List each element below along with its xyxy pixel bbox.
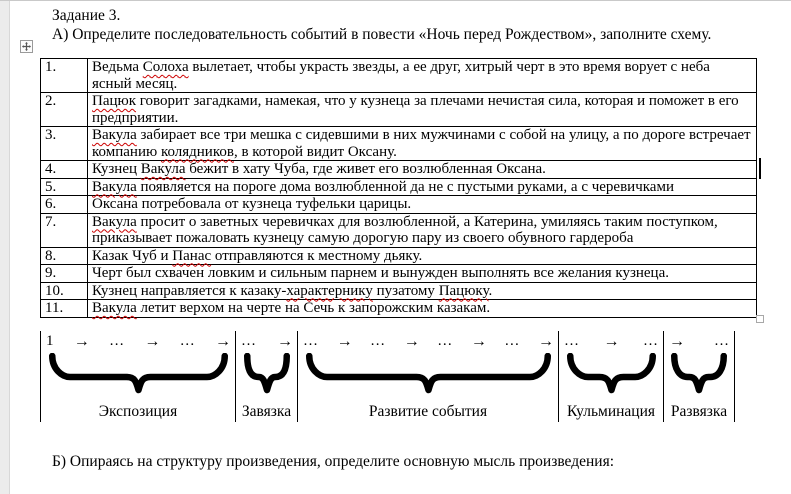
underbrace-icon xyxy=(41,353,235,395)
diagram-section-2 xyxy=(235,331,297,422)
arrow-icon: → xyxy=(669,332,684,350)
underbrace-icon xyxy=(664,353,734,395)
misspelled-word: Панас xyxy=(172,247,212,264)
underbrace-icon xyxy=(298,353,558,395)
text-segment: Кузнец xyxy=(92,161,141,177)
text-segment: . xyxy=(488,282,493,299)
sequence-row xyxy=(664,331,734,352)
row-number: 6. xyxy=(41,196,88,214)
task-instruction-b: Б) Опираясь на структуру произведения, определите основную мысль произведения: xyxy=(52,453,615,470)
text-segment: пузатому xyxy=(372,282,439,299)
sequence-row xyxy=(298,331,558,352)
row-text xyxy=(88,127,757,161)
arrow-icon: → xyxy=(73,332,89,350)
text-cursor xyxy=(759,158,761,179)
text-segment: просит о заветных черевичках для возлюбленной, а Катерина, умиляясь таким поступком, приказывает пожаловать кузнецу самую дорогую пару из своего обувного гардероба xyxy=(92,213,718,246)
page-margin-strip xyxy=(0,1,10,494)
misspelled-word: Вакула xyxy=(92,213,137,230)
arrow-icon: → xyxy=(603,332,619,350)
text-segment: отправляются к местному дьяку. xyxy=(211,247,423,264)
misspelled-word: Солоха xyxy=(142,59,189,75)
row-number: 3. xyxy=(41,127,88,161)
diagram-section-3 xyxy=(297,331,558,422)
text-segment: забирает все три мешка с сидевшими в них мужчинами с собой на улицу, а по дороге встречает компанию xyxy=(92,127,751,160)
arrow-icon: → xyxy=(336,332,352,350)
section-label: Кульминация xyxy=(566,403,656,420)
sequence-slot: … xyxy=(241,333,256,349)
row-text xyxy=(88,282,757,300)
text-segment: бежит в хату Чуба, где живет его возлюбленная Оксана. xyxy=(185,161,546,177)
row-number: 11. xyxy=(41,300,88,318)
table-row xyxy=(41,178,757,196)
events-table-body xyxy=(41,59,757,318)
arrow-icon: → xyxy=(403,332,419,350)
text-segment: Черт был схвачен ловким и сильным парнем и вынужден выполнять все желания кузнеца. xyxy=(92,265,669,281)
arrow-icon: → xyxy=(537,332,553,350)
sequence-slot: … xyxy=(179,333,195,349)
table-row xyxy=(41,59,757,93)
arrow-icon: → xyxy=(144,332,160,350)
underbrace-icon xyxy=(236,353,297,395)
text-segment: летит верхом на черте на Сечь к запорожским казакам. xyxy=(136,300,491,316)
events-table xyxy=(40,58,757,318)
sequence-slot: 1 xyxy=(46,333,54,349)
misspelled-word: колядников xyxy=(160,143,234,160)
sequence-slot: … xyxy=(370,333,386,349)
section-label: Развитие события xyxy=(368,403,488,420)
row-text xyxy=(88,300,757,318)
misspelled-word: Вакула xyxy=(92,127,137,143)
plot-structure-diagram xyxy=(40,331,735,422)
arrow-icon: → xyxy=(214,332,230,350)
arrow-icon: → xyxy=(277,332,292,350)
row-number: 5. xyxy=(41,178,88,196)
underbrace-icon xyxy=(559,353,663,395)
row-number: 1. xyxy=(41,59,88,93)
row-text xyxy=(88,247,757,265)
misspelled-word: характернику xyxy=(286,282,373,299)
section-label: Развязка xyxy=(670,403,728,420)
table-resize-handle[interactable] xyxy=(756,315,764,323)
text-segment: Казак Чуб и xyxy=(92,247,173,264)
row-text xyxy=(88,213,757,247)
table-row xyxy=(41,127,757,161)
table-row xyxy=(41,265,757,283)
text-segment: , в которой видит Оксану. xyxy=(233,143,397,160)
sequence-row xyxy=(236,331,297,352)
misspelled-word: Пацюку xyxy=(438,282,489,299)
row-text xyxy=(88,93,757,127)
table-row xyxy=(41,300,757,318)
text-segment: вылетает, чтобы украсть звезды, а ее друг, хитрый черт в это время ворует с неба ясный месяц. xyxy=(92,59,710,92)
sequence-slot: … xyxy=(437,333,453,349)
sequence-slot: … xyxy=(643,333,658,349)
text-segment: появляется на пороге дома возлюбленной да не с пустыми руками, а с черевичками xyxy=(136,178,674,195)
misspelled-word: Вакула xyxy=(140,161,186,177)
table-move-handle[interactable] xyxy=(20,40,33,53)
text-segment: Кузнец направляется к казаку- xyxy=(92,282,287,299)
task-instruction-a: А) Определите последовательность событий в повести «Ночь перед Рождеством», заполните схему. xyxy=(52,26,712,43)
sequence-slot: … xyxy=(504,333,520,349)
diagram-section-5 xyxy=(663,331,735,422)
row-number: 7. xyxy=(41,213,88,247)
table-move-icon xyxy=(22,42,31,51)
row-text xyxy=(88,265,757,283)
section-label: Экспозиция xyxy=(98,403,178,420)
row-number: 8. xyxy=(41,247,88,265)
diagram-section-1 xyxy=(40,331,235,422)
task-title: Задание 3. xyxy=(52,7,121,24)
sequence-slot: … xyxy=(109,333,125,349)
row-text xyxy=(88,178,757,196)
sequence-row xyxy=(41,331,235,352)
text-segment: Оксана потребовала от кузнеца туфельки царицы. xyxy=(92,196,412,212)
arrow-icon: → xyxy=(470,332,486,350)
sequence-row xyxy=(559,331,663,352)
misspelled-word: Вакула xyxy=(92,300,137,316)
table-row xyxy=(41,93,757,127)
diagram-section-4 xyxy=(558,331,663,422)
row-text xyxy=(88,59,757,93)
row-number: 9. xyxy=(41,265,88,283)
sequence-slot: … xyxy=(564,333,579,349)
text-segment: говорит загадками, намекая, что у кузнеца за плечами нечистая сила, которая и поможет в его предприятии. xyxy=(92,93,739,126)
row-number: 10. xyxy=(41,282,88,300)
table-row xyxy=(41,247,757,265)
sequence-slot: … xyxy=(714,333,729,349)
sequence-slot: … xyxy=(303,333,318,349)
row-text xyxy=(88,161,757,179)
misspelled-word: Вакула xyxy=(92,178,137,195)
text-segment: Ведьма xyxy=(92,59,143,75)
table-row xyxy=(41,161,757,179)
misspelled-word: Пацюк xyxy=(92,93,137,109)
section-label: Завязка xyxy=(241,403,292,420)
table-row xyxy=(41,282,757,300)
task-header xyxy=(52,6,711,44)
table-row xyxy=(41,196,757,214)
row-number: 2. xyxy=(41,93,88,127)
row-number: 4. xyxy=(41,161,88,179)
row-text xyxy=(88,196,757,214)
table-row xyxy=(41,213,757,247)
